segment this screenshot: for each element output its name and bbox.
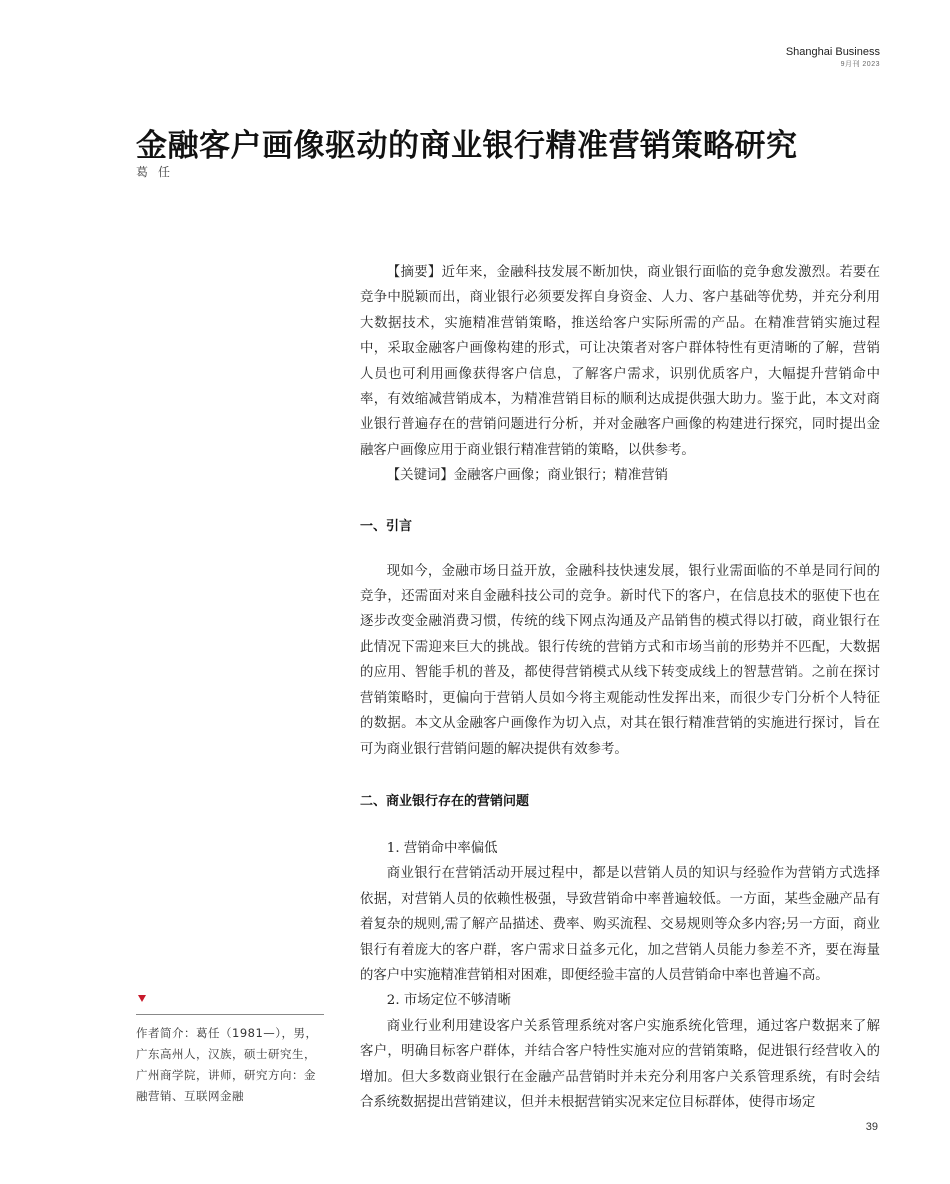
author-name: 葛任 xyxy=(136,165,181,179)
abstract xyxy=(360,260,880,463)
abstract-label: 【摘要】 xyxy=(386,265,442,280)
intro-paragraph: 现如今，金融市场日益开放，金融科技快速发展，银行业需面临的不单是同行间的竞争，还需面对来自金融科技公司的竞争。新时代下的客户，在信息技术的驱使下也在逐步改变金融消费习惯，传统的线下网点沟通及产品销售的模式得以打破，商业银行在此情况下需迎来巨大的挑战。银行传统的营销方式和市场当前的形势并不匹配，大数据的应用、智能手机的普及，都使得营销模式从线下转变成线上的智慧营销。之前在探讨营销策略时，更偏向于营销人员如今将主观能动性发挥出来，而很少专门分析个人特征的数据。本文从金融客户画像作为切入点，对其在银行精准营销的实施进行探讨，旨在可为商业银行营销问题的解决提供有效参考。 xyxy=(360,563,880,757)
issue-label: 9月刊 2023 xyxy=(840,61,880,68)
keywords-label: 【关键词】 xyxy=(386,468,454,484)
masthead xyxy=(786,46,880,70)
triangle-marker-icon xyxy=(138,995,146,1002)
author-bio: 作者简介：葛任（1981—），男，广东高州人，汉族，硕士研究生，广州商学院，讲师，研究方向：金融营销、互联网金融 xyxy=(136,1026,318,1103)
page-number: 39 xyxy=(865,1121,878,1133)
subsection-heading-hit-rate: 1. 营销命中率偏低 xyxy=(386,840,498,856)
subsection-heading-positioning: 2. 市场定位不够清晰 xyxy=(386,993,511,1009)
article-body xyxy=(360,260,880,1115)
keywords-text: 金融客户画像；商业银行；精准营销 xyxy=(453,468,668,484)
hit-rate-paragraph: 商业银行在营销活动开展过程中，都是以营销人员的知识与经验作为营销方式选择依据，对营销人员的依赖性极强，导致营销命中率普遍较低。一方面，某些金融产品有着复杂的规则,需了解产品描述、费率、购买流程、交易规则等众多内容;另一方面，商业银行有着庞大的客户群，客户需求日益多元化，加之营销人员能力参差不齐，要在海量的客户中实施精准营销相对困难，即便经验丰富的人员营销命中率也普遍不高。 xyxy=(360,866,880,983)
keywords xyxy=(360,463,880,488)
positioning-paragraph: 商业行业利用建设客户关系管理系统对客户实施系统化管理，通过客户数据来了解客户，明确目标客户群体，并结合客户特性实施对应的营销策略，促进银行经营收入的增加。但大多数商业银行在金融产品营销时并未充分利用客户关系管理系统，有时会结合系统数据提出营销建议，但并未根据营销实况来定位目标群体，使得市场定 xyxy=(360,1018,880,1110)
author-note xyxy=(136,995,326,1107)
section-heading-intro: 一、引言 xyxy=(360,518,413,534)
article-title: 金融客户画像驱动的商业银行精准营销策略研究 xyxy=(136,128,798,164)
abstract-text: 近年来，金融科技发展不断加快，商业银行面临的竞争愈发激烈。若要在竞争中脱颖而出，商业银行必须要发挥自身资金、人力、客户基础等优势，并充分利用大数据技术，实施精准营销策略，推送给客户实际所需的产品。在精准营销实施过程中，采取金融客户画像构建的形式，可让决策者对客户群体特性有更清晰的了解，营销人员也可利用画像获得客户信息，了解客户需求，识别优质客户，大幅提升营销命中率，有效缩减营销成本，为精准营销目标的顺利达成提供强大助力。鉴于此，本文对商业银行普遍存在的营销问题进行分析，并对金融客户画像的构建进行探究，同时提出金融客户画像应用于商业银行精准营销的策略，以供参考。 xyxy=(360,265,881,458)
journal-name: Shanghai Business xyxy=(785,46,880,58)
note-divider xyxy=(136,1014,324,1015)
section-heading-problems: 二、商业银行存在的营销问题 xyxy=(360,793,530,809)
